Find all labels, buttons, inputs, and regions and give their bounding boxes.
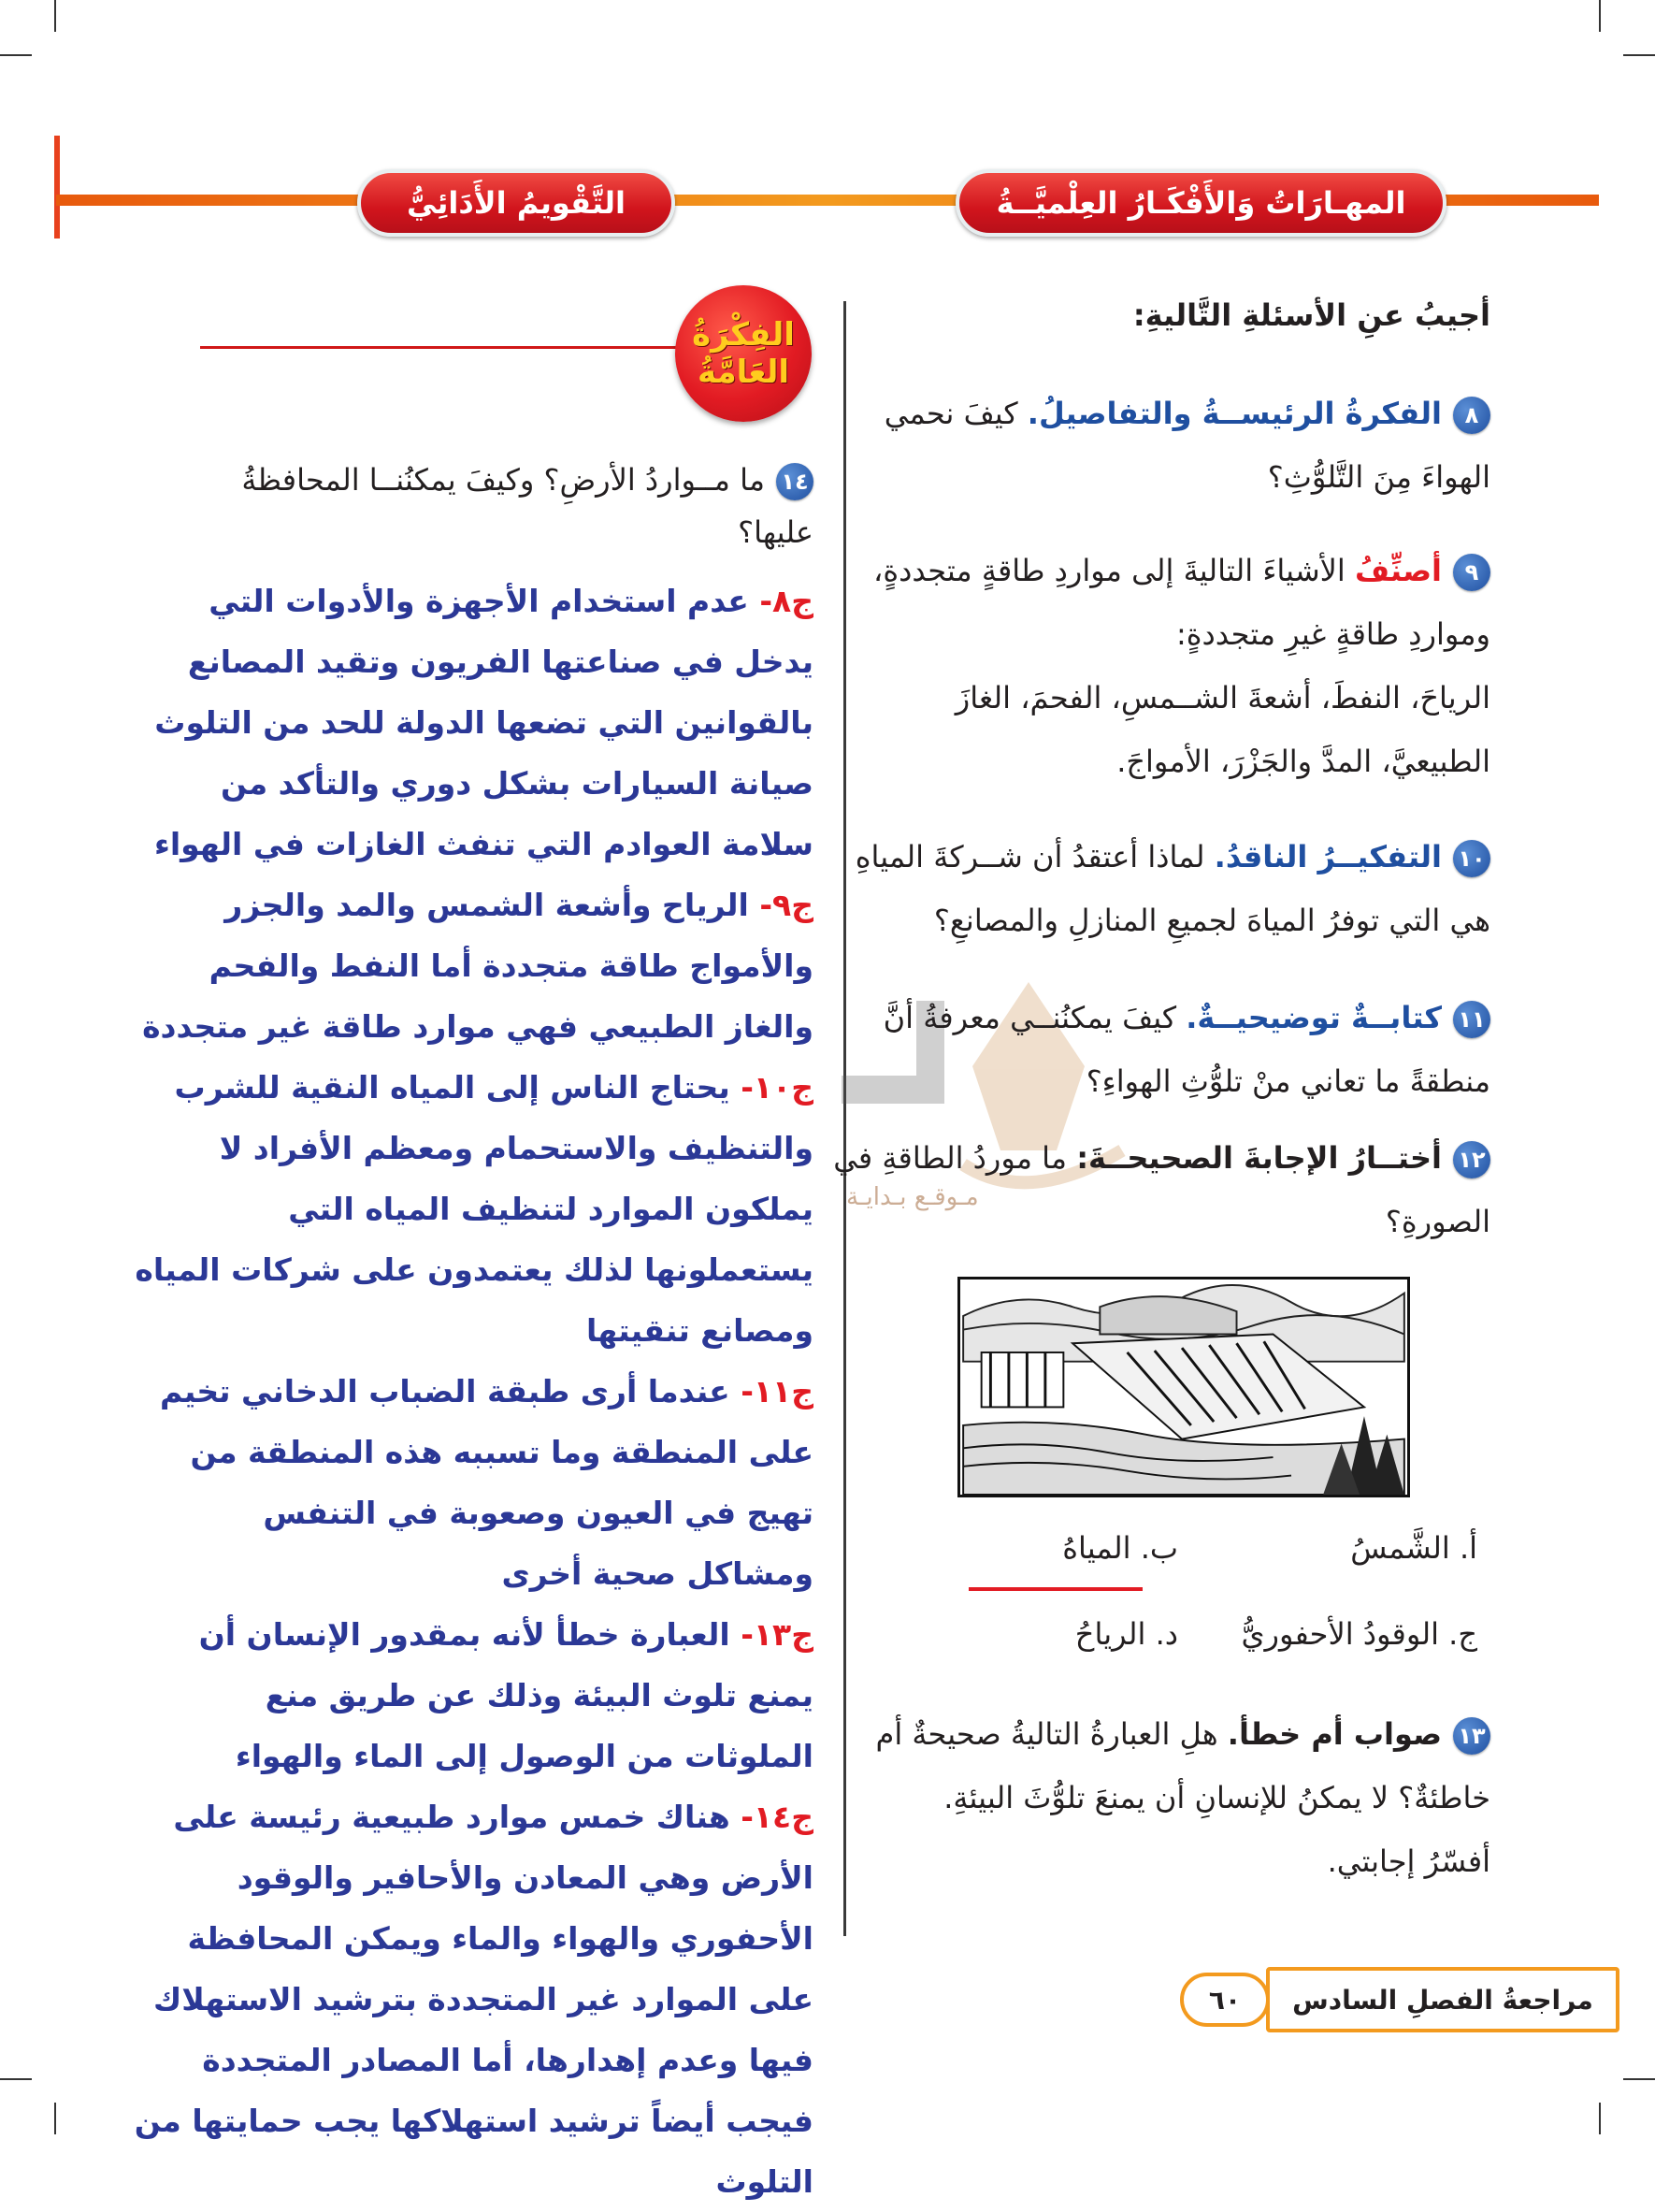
question-label: صواب أم خطأ. <box>1227 1716 1442 1752</box>
answer-tag: ج٩- <box>759 887 813 923</box>
crop-mark <box>1599 0 1601 32</box>
question-number: ٩ <box>1453 554 1490 591</box>
answer-text: عدم استخدام الأجهزة والأدوات التي يدخل في صناعتها الفريون وتقيد المصانع بالقوانين التي تضعها الدولة للحد من التلوث صيانة السيارات بشكل دوري والتأكد من سلامة العوادم التي تنفث الغازات في الهواء <box>154 583 813 862</box>
big-idea-line2: العَامَّةُ <box>697 354 790 391</box>
answer-tag: ج١٤- <box>741 1799 813 1835</box>
question-text: منطقةً ما تعاني منْ تلوُّثِ الهواءِ؟ <box>1086 1063 1490 1099</box>
answer-text: العبارة خطأ لأنه بمقدور الإنسان أن يمنع تلوث البيئة وذلك عن طريق منع الملوثات من الوصول إلى الماء والهواء <box>198 1616 813 1774</box>
chapter-review-text: مراجعةُ الفصلِ السادس <box>1292 1984 1593 2016</box>
question-text: هي التي توفرُ المياهَ لجميعِ المنازلِ والمصانعِ؟ <box>933 903 1490 938</box>
question-number: ١٤ <box>776 463 813 500</box>
answer-text: الرياح وأشعة الشمس والمد والجزر والأمواج طاقة متجددة أما النفط والفحم والغاز الطبيعي فهي موارد طاقة غير متجددة <box>142 887 813 1045</box>
answer-tag: ج١١- <box>741 1373 813 1410</box>
section-title-skills-text: المهـارَاتُ وَالأَفْكَـارُ العِلْميَّــةُ <box>996 185 1406 221</box>
answer-item <box>131 875 813 1057</box>
answer-tag: ج١٠- <box>741 1069 813 1106</box>
crop-mark <box>1623 54 1655 56</box>
crop-mark <box>54 2103 56 2134</box>
page-number: ٦٠ <box>1208 1984 1242 2016</box>
option-a: أ. الشَّمسُ <box>1350 1530 1477 1566</box>
question-text: ما موردُ الطاقةِ في <box>833 1140 1077 1176</box>
big-idea-line1: الفِكْرَةُ <box>692 316 795 354</box>
answer-text: عندما أرى طبقة الضباب الدخاني تخيم على المنطقة وما تسببه هذه المنطقة من تهيج في العيون وصعوبة في التنفس ومشاكل صحية أخرى <box>160 1373 813 1592</box>
option-c: ج. الوقودُ الأحفوريُّ <box>1241 1616 1477 1652</box>
answer-item <box>131 1786 813 2212</box>
question-text: لماذا أعتقدُ أن شــركةَ المياهِ <box>855 839 1215 875</box>
question-label: الفكرةُ الرئيســةُ والتفاصيلُ. <box>1027 396 1442 431</box>
question-number: ١٣ <box>1453 1717 1490 1755</box>
question-text: الطبيعيَّ، المدَّ والجَزْرَ، الأمواجَ. <box>1116 744 1490 779</box>
question-number: ١١ <box>1453 1001 1490 1038</box>
section-title-skills <box>956 169 1446 237</box>
section-title-assessment <box>357 169 675 237</box>
question-label: أصنِّفُ <box>1354 553 1442 588</box>
crop-mark <box>0 2078 32 2080</box>
question-text: الصورةِ؟ <box>1385 1204 1490 1239</box>
crop-mark <box>0 54 32 56</box>
dam-illustration <box>957 1277 1410 1497</box>
question-text: ومواردِ طاقةٍ غيرِ متجددةٍ: <box>1176 616 1490 652</box>
question-9 <box>817 539 1490 793</box>
question-text: خاطئةٌ؟ لا يمكنُ للإنسانِ أن يمنعَ تلوُّثَ البيئةِ. <box>943 1780 1490 1815</box>
question-number: ١٠ <box>1453 840 1490 877</box>
question-text: هلِ العبارةُ التاليةُ صحيحةٌ أم <box>875 1716 1228 1752</box>
question-14 <box>140 454 813 558</box>
answer-item <box>131 1057 813 1361</box>
question-12 <box>817 1126 1490 1253</box>
answer-text: يحتاج الناس إلى المياه النقية للشرب والتنظيف والاستحمام ومعظم الأفراد لا يملكون الموارد لتنظيف المياه التي يستعملونها لذلك يعتمدون على شركات المياه ومصانع تنقيتها <box>135 1069 813 1349</box>
question-11 <box>817 986 1490 1113</box>
section-title-assessment-text: التَّقْويمُ الأَدَائِيُّ <box>407 185 626 221</box>
answer-item <box>131 1604 813 1786</box>
question-text: عليها؟ <box>738 514 813 550</box>
answer-item <box>131 571 813 875</box>
crop-mark <box>1599 2103 1601 2134</box>
question-8 <box>817 382 1490 509</box>
answer-text: هناك خمس موارد طبيعية رئيسة على الأرض وهي المعادن والأحافير والوقود الأحفوري والهواء والماء ويمكن المحافظة على الموارد غير المتجددة بترشيد الاستهلاك فيها وعدم إهدارها، أما المصادر المتجددة فيجب أيضاً ترشيد استهلاكها يجب حمايتها من التلوث <box>134 1799 813 2200</box>
option-d: د. الرياحُ <box>1074 1616 1178 1652</box>
question-10 <box>817 825 1490 952</box>
question-text: كيفَ نحمي <box>884 396 1028 431</box>
answer-item <box>131 1361 813 1604</box>
answer-tag: ج٨- <box>759 583 813 619</box>
chapter-review-label <box>1266 1967 1619 2032</box>
option-b: ب. المياهُ <box>1062 1530 1178 1566</box>
question-number: ١٢ <box>1453 1141 1490 1178</box>
question-label: التفكيــرُ الناقدُ. <box>1214 839 1442 875</box>
question-text: الرياحَ، النفطَ، أشعةَ الشــمسِ، الفحمَ، الغازَ <box>955 680 1490 716</box>
question-text: كيفَ يمكنُنــي معرفةُ أنَّ <box>883 1000 1187 1035</box>
answer-tag: ج١٣- <box>741 1616 813 1653</box>
page-footer <box>1180 1967 1619 2032</box>
question-label: أختــارُ الإجابةَ الصحيحــةَ: <box>1076 1140 1442 1176</box>
big-idea-underline <box>200 346 679 349</box>
watermark-text: مـوقـع بـدايـة <box>846 1183 979 1211</box>
page-number-badge <box>1180 1973 1270 2027</box>
question-text: ما مــواردُ الأرضِ؟ وكيفَ يمكنُنــا المحافظةُ <box>241 462 765 498</box>
question-label: كتابــةٌ توضيحيــةٌ. <box>1186 1000 1442 1035</box>
question-number: ٨ <box>1453 397 1490 434</box>
answer-underline <box>969 1587 1143 1591</box>
questions-intro: أجيبُ عنِ الأسئلةِ التَّاليةِ: <box>1132 297 1490 333</box>
answers-block <box>131 571 813 2212</box>
question-text: الأشياءَ التاليةَ إلى مواردِ طاقةٍ متجددةٍ، <box>873 553 1355 588</box>
crop-mark <box>54 0 56 32</box>
crop-mark <box>1623 2078 1655 2080</box>
question-text: أفسّرُ إجابتي. <box>1327 1843 1490 1879</box>
question-text: الهواءَ مِنَ التَّلوُّثِ؟ <box>1267 459 1490 495</box>
big-idea-badge <box>675 285 812 422</box>
question-13 <box>817 1702 1490 1893</box>
edge-accent <box>54 136 60 239</box>
